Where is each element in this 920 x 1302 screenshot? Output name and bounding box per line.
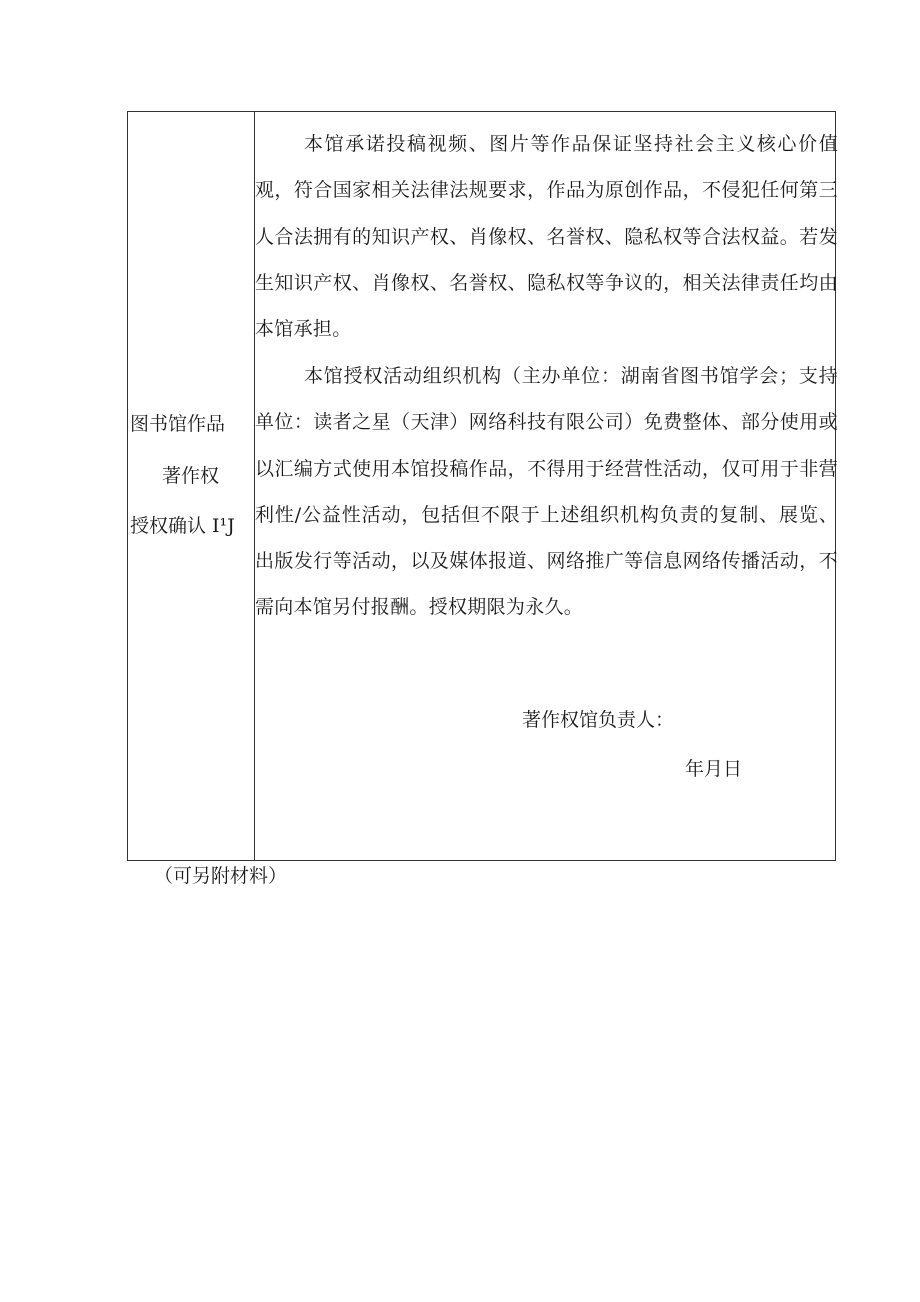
label-line-3: 授权确认 I¹J — [130, 515, 235, 537]
date-label: 年月日 — [685, 758, 743, 780]
authorization-form-table — [127, 111, 836, 861]
content-cell — [255, 112, 838, 860]
signer-label: 著作权馆负责人： — [522, 709, 675, 731]
authorization-paragraph: 本馆授权活动组织机构（主办单位：湖南省图书馆学会；支持单位：读者之星（天津）网络科技有限公司）免费整体、部分使用或以汇编方式使用本馆投稿作品，不得用于经营性活动，仅可用于非营利性/公益性活动，包括但不限于上述组织机构负责的复制、展览、出版发行等活动，以及媒体报道、网络推广等信息网络传播活动，不需向本馆另付报酬。授权期限为永久。 — [255, 365, 838, 619]
label-line-2: 著作权 — [162, 465, 220, 487]
label-cell — [128, 112, 255, 860]
footer-note: （可另附材料） — [154, 865, 288, 887]
label-line-1: 图书馆作品 — [130, 413, 226, 435]
commitment-paragraph: 本馆承诺投稿视频、图片等作品保证坚持社会主义核心价值观，符合国家相关法律法规要求，作品为原创作品，不侵犯任何第三人合法拥有的知识产权、肖像权、名誉权、隐私权等合法权益。若发生知识产权、肖像权、名誉权、隐私权等争议的，相关法律责任均由本馆承担。 — [255, 133, 838, 341]
